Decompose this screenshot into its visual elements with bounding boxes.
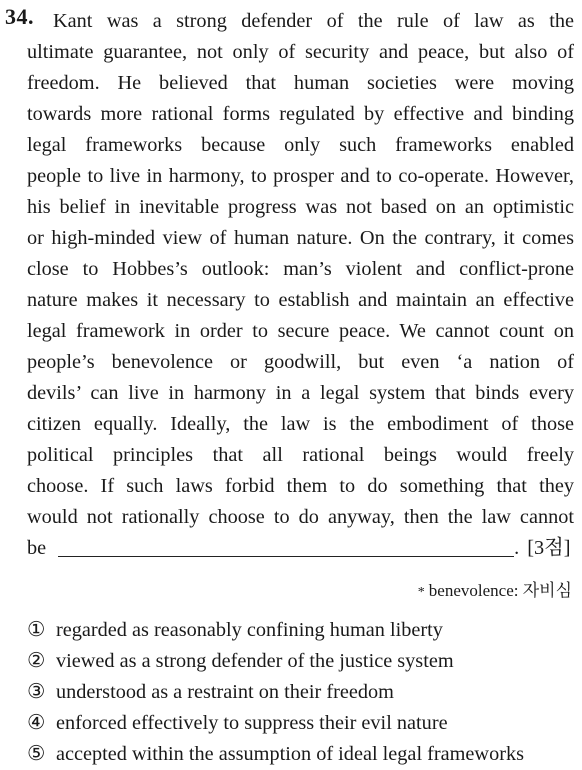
option-marker: ⑤ <box>27 743 46 765</box>
option-text: regarded as reasonably confining human liberty <box>56 619 443 641</box>
passage-line: people’s benevolence or goodwill, but even ‘a nation of <box>27 351 574 373</box>
passage-line: political principles that all rational beings would freely <box>27 444 574 466</box>
answer-blank <box>58 536 514 557</box>
passage <box>27 6 574 564</box>
passage-line: would not rationally choose to do anyway, then the law cannot <box>27 506 574 528</box>
option-4[interactable] <box>27 708 524 739</box>
score-label: [3점] <box>527 537 571 559</box>
passage-line: his belief in inevitable progress was not based on an optimistic <box>27 196 574 218</box>
option-marker: ① <box>27 619 46 641</box>
option-5[interactable] <box>27 739 524 770</box>
blank-line <box>27 533 574 564</box>
option-text: understood as a restraint on their freedom <box>56 681 394 703</box>
option-text: viewed as a strong defender of the justice system <box>56 650 454 672</box>
option-marker: ② <box>27 650 46 672</box>
passage-line: citizen equally. Ideally, the law is the embodiment of those <box>27 413 574 435</box>
blank-end-period: . <box>514 537 520 559</box>
passage-line: close to Hobbes’s outlook: man’s violent and conflict-prone <box>27 258 574 280</box>
passage-line: or high-minded view of human nature. On the contrary, it comes <box>27 227 574 249</box>
passage-line: legal frameworks because only such frameworks enabled <box>27 134 574 156</box>
passage-line: legal framework in order to secure peace. We cannot count on <box>27 320 574 342</box>
option-marker: ④ <box>27 712 46 734</box>
passage-line: towards more rational forms regulated by effective and binding <box>27 103 574 125</box>
passage-line: ultimate guarantee, not only of security and peace, but also of <box>27 41 574 63</box>
option-1[interactable] <box>27 615 524 646</box>
option-2[interactable] <box>27 646 524 677</box>
passage-line: Kant was a strong defender of the rule of law as the <box>53 10 574 32</box>
passage-line: choose. If such laws forbid them to do something that they <box>27 475 574 497</box>
option-text: accepted within the assumption of ideal legal frameworks <box>56 743 525 765</box>
passage-line: freedom. He believed that human societies were moving <box>27 72 574 94</box>
option-marker: ③ <box>27 681 46 703</box>
footnote-marker: * <box>417 585 425 600</box>
question-number: 34. <box>5 4 34 29</box>
option-text: enforced effectively to suppress their evil nature <box>56 712 448 734</box>
blank-line-start: be <box>27 537 47 559</box>
passage-line: devils’ can live in harmony in a legal system that binds every <box>27 382 574 404</box>
option-3[interactable] <box>27 677 524 708</box>
passage-line: people to live in harmony, to prosper and to co-operate. However, <box>27 165 574 187</box>
answer-options <box>27 615 524 770</box>
passage-line: nature makes it necessary to establish and maintain an effective <box>27 289 574 311</box>
footnote-text: benevolence: 자비심 <box>428 581 572 600</box>
footnote <box>418 576 572 601</box>
